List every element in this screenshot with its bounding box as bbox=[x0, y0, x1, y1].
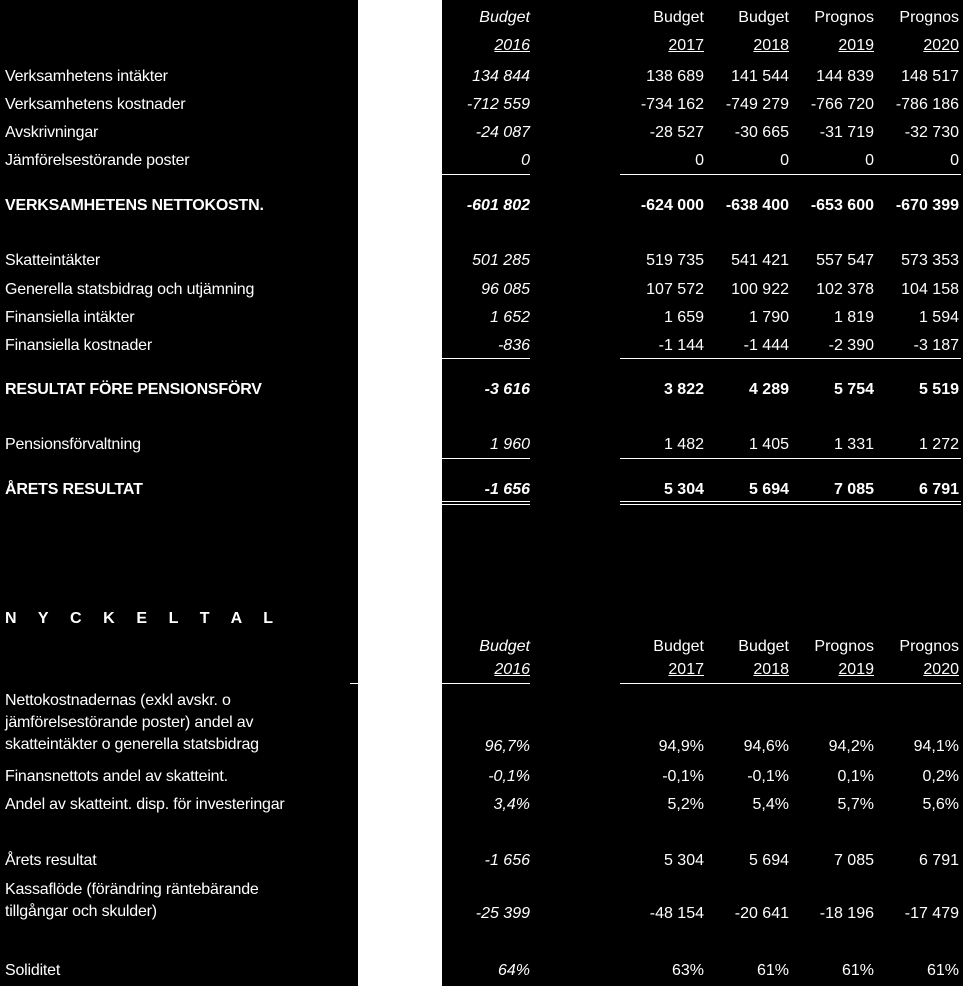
cell: -1 444 bbox=[743, 337, 789, 354]
header-row-year bbox=[0, 657, 963, 685]
table-row bbox=[0, 792, 963, 820]
cell: -670 399 bbox=[895, 197, 959, 214]
cell: 94,1% bbox=[913, 738, 959, 755]
header-year: 2020 bbox=[923, 661, 959, 678]
row-label: Skatteintäkter bbox=[5, 252, 101, 269]
row-label bbox=[5, 879, 259, 923]
cell: 138 689 bbox=[646, 68, 704, 85]
cell: -0,1% bbox=[662, 768, 704, 785]
subtotal-line bbox=[442, 358, 530, 359]
header-rule bbox=[442, 683, 530, 684]
row-label-line: Nettokostnadernas (exkl avskr. o bbox=[5, 692, 231, 709]
cell: 64% bbox=[497, 962, 530, 979]
cell: 1 482 bbox=[663, 436, 704, 453]
cell: 94,6% bbox=[743, 738, 789, 755]
table-row-total bbox=[0, 377, 963, 405]
subtotal-line bbox=[442, 174, 530, 175]
row-label: Jämförelsestörande poster bbox=[5, 152, 190, 169]
cell: 0 bbox=[695, 152, 704, 169]
cell: 1 331 bbox=[833, 436, 874, 453]
row-label-line: jämförelsestörande poster) andel av bbox=[5, 714, 254, 731]
header-rule bbox=[620, 683, 961, 684]
cell: 6 791 bbox=[918, 481, 959, 498]
cell: 5 694 bbox=[748, 852, 789, 869]
header-type: Budget bbox=[738, 638, 789, 655]
table-row bbox=[0, 958, 963, 986]
section-title: N Y C K E L T A L bbox=[5, 610, 282, 627]
cell: 94,2% bbox=[828, 738, 874, 755]
cell: -712 559 bbox=[466, 96, 530, 113]
cell: 1 652 bbox=[489, 309, 530, 326]
cell: 61% bbox=[926, 962, 959, 979]
cell: -0,1% bbox=[747, 768, 789, 785]
cell: 61% bbox=[756, 962, 789, 979]
row-label-line: tillgångar och skulder) bbox=[5, 903, 157, 920]
table-row bbox=[0, 879, 963, 929]
cell: 94,9% bbox=[658, 738, 704, 755]
double-underline bbox=[442, 501, 530, 505]
table-row bbox=[0, 64, 963, 92]
cell: 96,7% bbox=[484, 738, 530, 755]
cell: 1 272 bbox=[918, 436, 959, 453]
cell: 519 735 bbox=[646, 252, 704, 269]
cell: 5 304 bbox=[663, 481, 704, 498]
header-year: 2017 bbox=[668, 37, 704, 54]
header-type: Budget bbox=[479, 9, 530, 26]
cell: -786 186 bbox=[895, 96, 959, 113]
cell: -601 802 bbox=[466, 197, 530, 214]
cell: 1 594 bbox=[918, 309, 959, 326]
cell: 104 158 bbox=[901, 281, 959, 298]
cell: 141 544 bbox=[731, 68, 789, 85]
cell: -24 087 bbox=[475, 124, 530, 141]
cell: -3 187 bbox=[913, 337, 959, 354]
cell: 7 085 bbox=[833, 481, 874, 498]
cell: 107 572 bbox=[646, 281, 704, 298]
header-type: Budget bbox=[738, 9, 789, 26]
cell: 541 421 bbox=[731, 252, 789, 269]
cell: -3 616 bbox=[484, 381, 530, 398]
row-label: Finansiella intäkter bbox=[5, 309, 135, 326]
table-row bbox=[0, 690, 963, 760]
cell: -17 479 bbox=[904, 905, 959, 922]
subtotal-line bbox=[620, 358, 961, 359]
row-label: Soliditet bbox=[5, 962, 61, 979]
cell: 5,6% bbox=[922, 796, 959, 813]
row-label: ÅRETS RESULTAT bbox=[5, 481, 143, 498]
header-row-year bbox=[0, 33, 963, 61]
cell: -1 656 bbox=[484, 852, 530, 869]
subtotal-line bbox=[620, 174, 961, 175]
cell: 1 405 bbox=[748, 436, 789, 453]
cell: 148 517 bbox=[901, 68, 959, 85]
header-type: Prognos bbox=[814, 638, 874, 655]
cell: 5 694 bbox=[748, 481, 789, 498]
header-year: 2018 bbox=[753, 37, 789, 54]
cell: 5 304 bbox=[663, 852, 704, 869]
cell: -766 720 bbox=[810, 96, 874, 113]
cell: 63% bbox=[671, 962, 704, 979]
cell: 0 bbox=[950, 152, 959, 169]
cell: 5,7% bbox=[837, 796, 874, 813]
table-row-total bbox=[0, 193, 963, 221]
cell: -25 399 bbox=[475, 905, 530, 922]
table-row bbox=[0, 333, 963, 361]
cell: 6 791 bbox=[918, 852, 959, 869]
row-label: Generella statsbidrag och utjämning bbox=[5, 281, 255, 298]
row-label: Andel av skatteint. disp. för investeringar bbox=[5, 796, 285, 813]
cell: 557 547 bbox=[816, 252, 874, 269]
cell: 7 085 bbox=[833, 852, 874, 869]
header-year: 2019 bbox=[838, 37, 874, 54]
cell: -1 144 bbox=[658, 337, 704, 354]
row-label: Finansiella kostnader bbox=[5, 337, 152, 354]
cell: 0 bbox=[865, 152, 874, 169]
cell: 61% bbox=[841, 962, 874, 979]
table-row bbox=[0, 92, 963, 120]
header-year: 2016 bbox=[494, 661, 530, 678]
cell: 1 960 bbox=[489, 436, 530, 453]
cell: 96 085 bbox=[481, 281, 530, 298]
cell: -28 527 bbox=[649, 124, 704, 141]
header-year: 2018 bbox=[753, 661, 789, 678]
row-label-line: skatteintäkter o generella statsbidrag bbox=[5, 736, 259, 753]
cell: 0 bbox=[521, 152, 530, 169]
cell: 1 819 bbox=[833, 309, 874, 326]
header-row-type bbox=[0, 5, 963, 33]
header-year: 2017 bbox=[668, 661, 704, 678]
table-row bbox=[0, 248, 963, 276]
cell: -638 400 bbox=[725, 197, 789, 214]
row-label: Årets resultat bbox=[5, 852, 97, 869]
row-label: Verksamhetens kostnader bbox=[5, 96, 186, 113]
cell: -30 665 bbox=[734, 124, 789, 141]
row-label: Verksamhetens intäkter bbox=[5, 68, 168, 85]
cell: 5 519 bbox=[918, 381, 959, 398]
header-year: 2016 bbox=[494, 37, 530, 54]
row-label: Finansnettots andel av skatteint. bbox=[5, 768, 228, 785]
table-row bbox=[0, 120, 963, 148]
cell: 501 285 bbox=[472, 252, 530, 269]
table-row bbox=[0, 277, 963, 305]
cell: 5,4% bbox=[752, 796, 789, 813]
cell: -0,1% bbox=[488, 768, 530, 785]
cell: -653 600 bbox=[810, 197, 874, 214]
cell: -32 730 bbox=[904, 124, 959, 141]
header-type: Budget bbox=[653, 638, 704, 655]
cell: -48 154 bbox=[649, 905, 704, 922]
table-row bbox=[0, 148, 963, 176]
row-label-line: Kassaflöde (förändring räntebärande bbox=[5, 881, 259, 898]
header-rule bbox=[350, 683, 358, 684]
cell: -624 000 bbox=[640, 197, 704, 214]
cell: -749 279 bbox=[725, 96, 789, 113]
subtotal-line bbox=[620, 458, 961, 459]
cell: 134 844 bbox=[472, 68, 530, 85]
row-label bbox=[5, 690, 259, 756]
cell: 5,2% bbox=[667, 796, 704, 813]
cell: 3,4% bbox=[493, 796, 530, 813]
table-row bbox=[0, 764, 963, 792]
cell: -734 162 bbox=[640, 96, 704, 113]
cell: 0 bbox=[780, 152, 789, 169]
cell: -20 641 bbox=[734, 905, 789, 922]
header-type: Prognos bbox=[899, 638, 959, 655]
cell: -2 390 bbox=[828, 337, 874, 354]
header-type: Budget bbox=[479, 638, 530, 655]
cell: 0,2% bbox=[922, 768, 959, 785]
header-type: Budget bbox=[653, 9, 704, 26]
cell: 3 822 bbox=[663, 381, 704, 398]
cell: 1 790 bbox=[748, 309, 789, 326]
cell: 0,1% bbox=[837, 768, 874, 785]
cell: 5 754 bbox=[833, 381, 874, 398]
table-row bbox=[0, 848, 963, 876]
row-label: RESULTAT FÖRE PENSIONSFÖRV bbox=[5, 381, 262, 398]
cell: -31 719 bbox=[819, 124, 874, 141]
row-label: Avskrivningar bbox=[5, 124, 99, 141]
cell: -836 bbox=[497, 337, 530, 354]
table-row bbox=[0, 432, 963, 460]
cell: 573 353 bbox=[901, 252, 959, 269]
cell: 100 922 bbox=[731, 281, 789, 298]
cell: -1 656 bbox=[484, 481, 530, 498]
cell: 1 659 bbox=[663, 309, 704, 326]
header-year: 2019 bbox=[838, 661, 874, 678]
header-type: Prognos bbox=[899, 9, 959, 26]
row-label: Pensionsförvaltning bbox=[5, 436, 141, 453]
cell: 144 839 bbox=[816, 68, 874, 85]
cell: 4 289 bbox=[748, 381, 789, 398]
subtotal-line bbox=[442, 458, 530, 459]
double-underline bbox=[620, 501, 961, 505]
header-type: Prognos bbox=[814, 9, 874, 26]
header-year: 2020 bbox=[923, 37, 959, 54]
cell: -18 196 bbox=[819, 905, 874, 922]
table-row bbox=[0, 305, 963, 333]
cell: 102 378 bbox=[816, 281, 874, 298]
row-label: VERKSAMHETENS NETTOKOSTN. bbox=[5, 197, 264, 214]
